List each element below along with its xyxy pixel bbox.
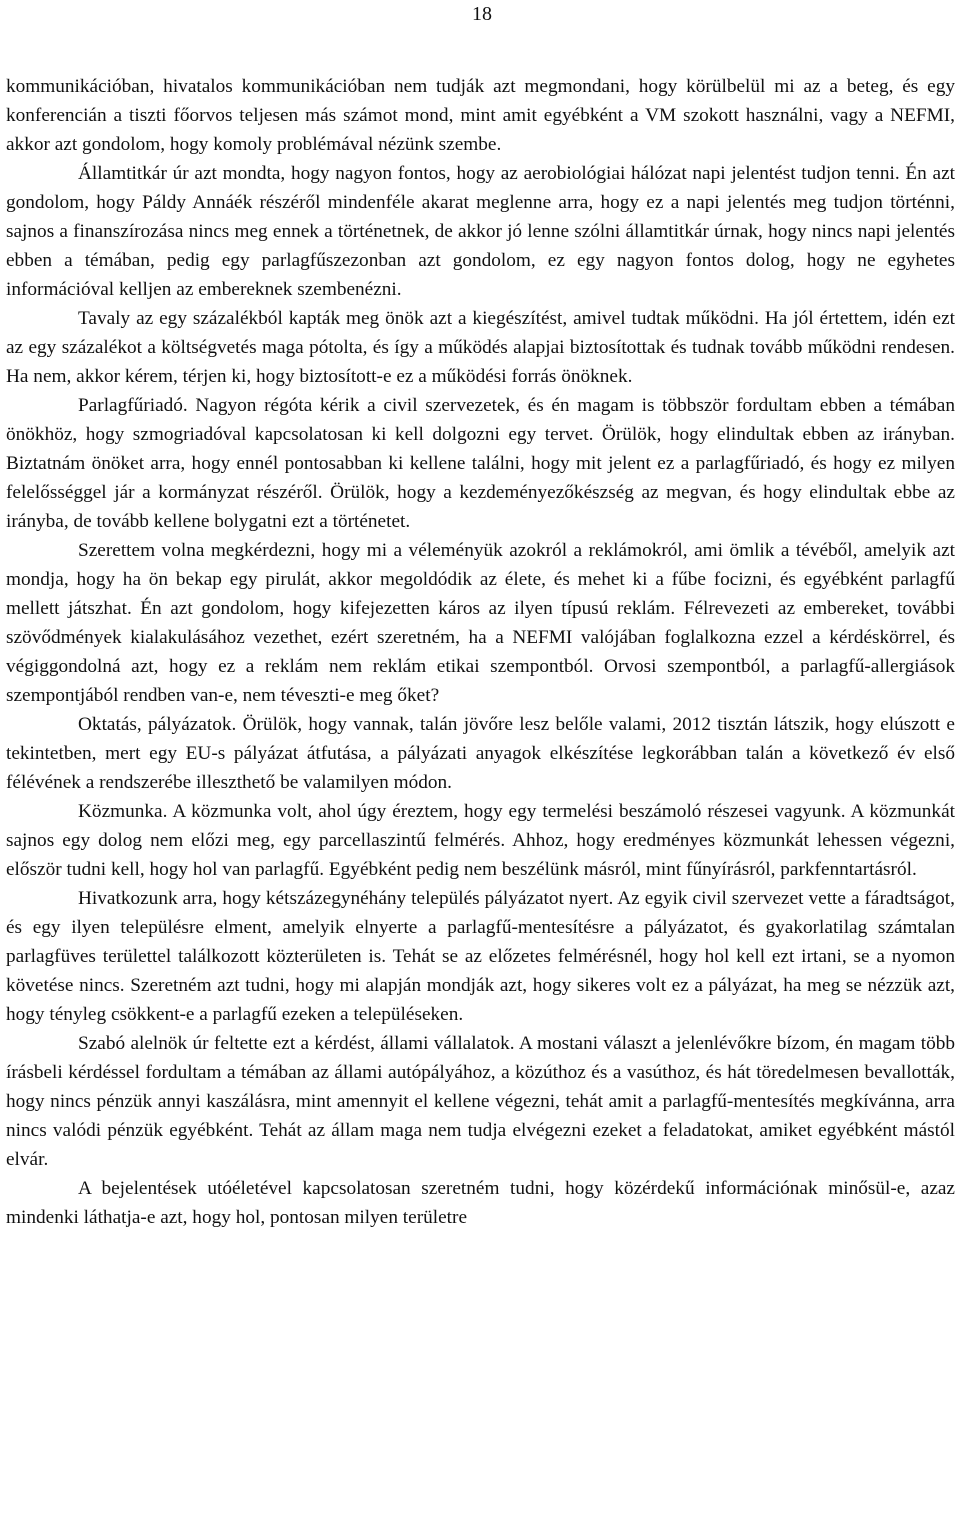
paragraph: Szabó alelnök úr feltette ezt a kérdést, állami vállalatok. A mostani választ a jelenlévőkre bízom, én magam több írásbeli kérdéssel fordultam a témában az állami autópályához, a közúthoz és a vasúthoz, és hát töredelmesen bevallották, hogy nincs pénzük annyi kaszálásra, mint amennyit el kellene végezni, tehát amit a parlagfű-mentesítés megkívánna, arra nincs valódi pénzük egyébként. Tehát az állam maga nem tudja elvégezni ezeket a feladatokat, amiket egyébként mástól elvár. — [6, 1033, 955, 1170]
paragraph: Tavaly az egy százalékból kapták meg önök azt a kiegészítést, amivel tudtak működni. Ha jól értettem, idén ezt az egy százalékot a költségvetés maga pótolta, és így a működés alapjai biztosítottak és tudnak tovább működni rendesen. Ha nem, akkor kérem, térjen ki, hogy biztosított-e ez a működési forrás önöknek. — [6, 308, 955, 387]
paragraph: A bejelentések utóéletével kapcsolatosan szeretném tudni, hogy közérdekű információnak minősül-e, azaz mindenki láthatja-e azt, hogy hol, pontosan milyen területre — [6, 1178, 955, 1228]
paragraph: Parlagfűriadó. Nagyon régóta kérik a civil szervezetek, és én magam is többször fordultam ebben a témában önökhöz, hogy szmogriadóval kapcsolatosan ki kell dolgozni egy tervet. Örülök, hogy elindultak ebben az irányban. Biztatnám önöket arra, hogy ennél pontosabban ki kellene találni, hogy mit jelent ez a parlagfűriadó, és hogy ez milyen felelősséggel jár a kormányzat részéről. Örülök, hogy a kezdeményezőkészség az megvan, és hogy elindultak ebbe az irányba, de tovább kellene bolygatni ezt a történetet. — [6, 395, 955, 532]
paragraph: Hivatkozunk arra, hogy kétszázegynéhány település pályázatot nyert. Az egyik civil szervezet vette a fáradtságot, és egy ilyen településre elment, amelyik elnyerte a parlagfű-mentesítésre a pályázatot, és gyakorlatilag számtalan parlagfüves területtel találkozott közterületen is. Tehát se az előzetes felmérésnél, hogy hol kell ezt irtani, se a nyomon követése nincs. Szeretném azt tudni, hogy mi alapján mondják azt, hogy sikeres volt ez a pályázat, ha meg se nézzük azt, hogy tényleg csökkent-e a parlagfű ezeken a településeken. — [6, 888, 955, 1025]
paragraph: kommunikációban, hivatalos kommunikációban nem tudják azt megmondani, hogy körülbelül mi az a beteg, és egy konferencián a tiszti főorvos teljesen más számot mond, mint amit egyébként a VM szokott használni, vagy a NEFMI, akkor azt gondolom, hogy komoly problémával nézünk szembe. — [6, 76, 955, 155]
paragraph: Államtitkár úr azt mondta, hogy nagyon fontos, hogy az aerobiológiai hálózat napi jelentést tudjon tenni. Én azt gondolom, hogy Páldy Annáék részéről mindenféle akarat meglenne arra, hogy ez a napi jelentés meg tudjon történni, sajnos a finanszírozása nincs meg ennek a történetnek, de akkor jó lenne szólni államtitkár úrnak, hogy nincs napi jelentés ebben a témában, pedig egy parlagfűszezonban azt gondolom, ez egy nagyon fontos dolog, hogy ne egyhetes információval kelljen az embereknek szembenézni. — [6, 163, 955, 300]
document-body — [6, 72, 955, 1232]
paragraph: Közmunka. A közmunka volt, ahol úgy éreztem, hogy egy termelési beszámoló részesei vagyunk. A közmunkát sajnos egy dolog nem előzi meg, egy parcellaszintű felmérés. Ahhoz, hogy eredményes közmunkát lehessen végezni, először tudni kell, hogy hol van parlagfű. Egyébként pedig nem beszélünk másról, mint fűnyírásról, parkfenntartásról. — [6, 801, 955, 880]
paragraph: Szerettem volna megkérdezni, hogy mi a véleményük azokról a reklámokról, ami ömlik a tévéből, amelyik azt mondja, hogy ha ön bekap egy pirulát, akkor megoldódik az élete, és mehet ki a fűbe focizni, és egyébként parlagfű mellett játszhat. Én azt gondolom, hogy kifejezetten káros az ilyen típusú reklám. Félrevezeti az embereket, további szövődmények kialakulásához vezethet, ezért szeretném, ha a NEFMI valójában foglalkozna ezzel a kérdéskörrel, és végiggondolná azt, hogy ez a reklám nem reklám etikai szempontból. Orvosi szempontból, a parlagfű-allergiások szempontjából rendben van-e, nem téveszti-e meg őket? — [6, 540, 955, 706]
page-number: 18 — [472, 3, 492, 25]
paragraph: Oktatás, pályázatok. Örülök, hogy vannak, talán jövőre lesz belőle valami, 2012 tisztán látszik, hogy elúszott e tekintetben, mert egy EU-s pályázat átfutása, a pályázati anyagok elkészítése legkorábban talán a következő év első félévének a rendszerébe illeszthető be valamilyen módon. — [6, 714, 955, 793]
